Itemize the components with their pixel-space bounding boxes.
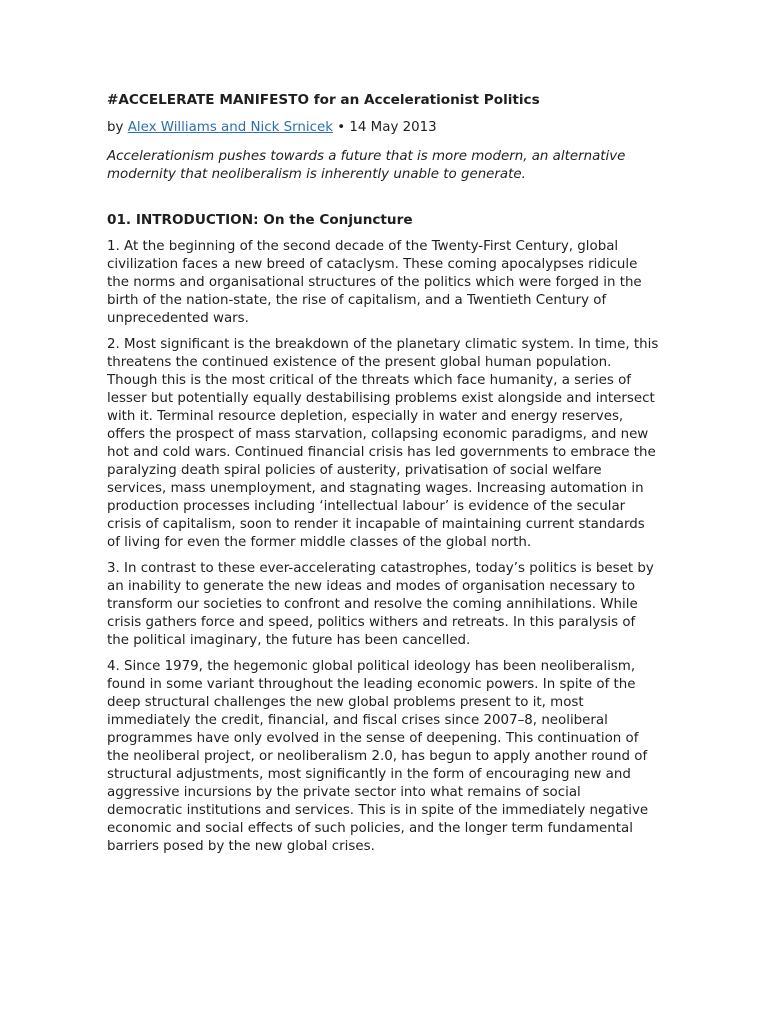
paragraph-2: 2. Most significant is the breakdown of the planetary climatic system. In time, this threatens the continued existence of the present global human population. Though this is the most critical of the threats which face humanity, a series of lesser but potentially equally destabilising problems exist alongside and intersect with it. Terminal resource depletion, especially in water and energy reserves, offers the prospect of mass starvation, collapsing economic paradigms, and new hot and cold wars. Continued financial crisis has led governments to embrace the paralyzing death spiral policies of austerity, privatisation of social welfare services, mass unemployment, and stagnating wages. Increasing automation in production processes including ‘intellectual labour’ is evidence of the secular crisis of capitalism, soon to render it incapable of maintaining current standards of living for even the former middle classes of the global north.: [107, 337, 659, 550]
authors-link[interactable]: Alex Williams and Nick Srnicek: [127, 120, 333, 135]
paragraph-1: 1. At the beginning of the second decade of the Twenty-First Century, global civilization faces a new breed of cataclysm. These coming apocalypses ridicule the norms and organisational structures of the politics which were forged in the birth of the nation-state, the rise of capitalism, and a Twentieth Century of unprecedented wars.: [107, 239, 642, 326]
paragraph-3: 3. In contrast to these ever-accelerating catastrophes, today’s politics is beset by an inability to generate the new ideas and modes of organisation necessary to transform our societies to confront and resolve the coming annihilations. While crisis gathers force and speed, politics withers and retreats. In this paralysis of the political imaginary, the future has been cancelled.: [107, 561, 654, 648]
publish-date: 14 May 2013: [349, 120, 437, 135]
byline-prefix: by: [107, 120, 128, 135]
date-separator: •: [332, 120, 350, 135]
document-title: #ACCELERATE MANIFESTO for an Accelerationist Politics: [107, 92, 540, 108]
byline: [107, 118, 660, 138]
section-heading: 01. INTRODUCTION: On the Conjuncture: [107, 212, 413, 228]
paragraph-4: 4. Since 1979, the hegemonic global political ideology has been neoliberalism, found in some variant throughout the leading economic powers. In spite of the deep structural challenges the new global problems present to it, most immediately the credit, financial, and fiscal crises since 2007–8, neoliberal programmes have only evolved in the sense of deepening. This continuation of the neoliberal project, or neoliberalism 2.0, has begun to apply another round of structural adjustments, most significantly in the form of encouraging new and aggressive incursions by the private sector into what remains of social democratic institutions and services. This is in spite of the immediately negative economic and social effects of such policies, and the longer term fundamental barriers posed by the new global crises.: [107, 659, 649, 854]
article-dek: Accelerationism pushes towards a future that is more modern, an alternative modernity that neoliberalism is inherently unable to generate.: [107, 149, 626, 182]
document-page: [107, 90, 660, 864]
